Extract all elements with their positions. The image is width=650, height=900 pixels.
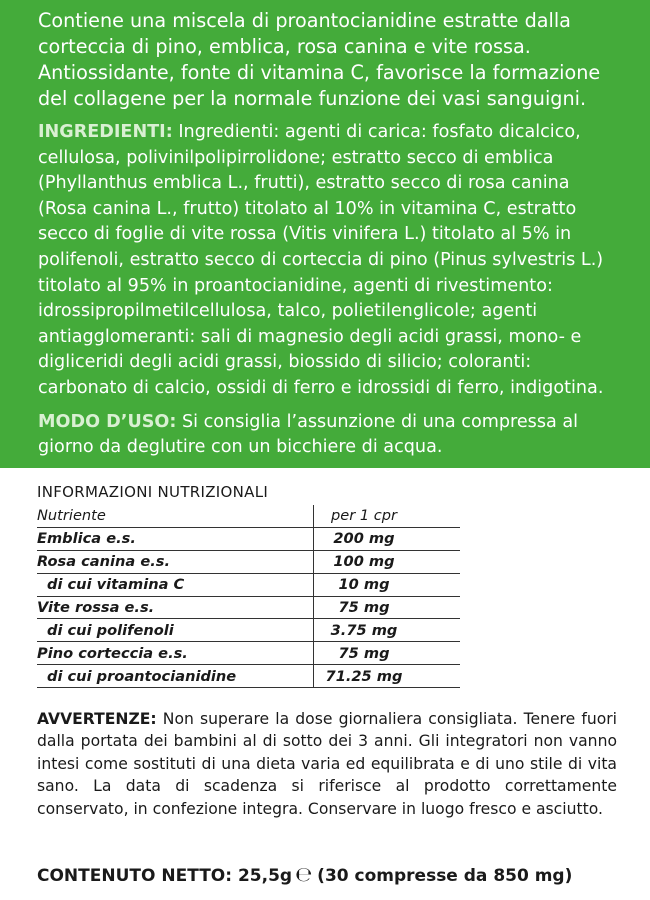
nutrition-header-row [37,505,460,527]
nutrient-value: 200 mg [314,527,461,550]
usage-text: Si consiglia l’assunzione di una compressa al giorno da deglutire con un bicchiere di acqua. [38,411,579,458]
nutrient-name: di cui vitamina C [37,573,314,596]
nutrient-name: di cui polifenoli [37,619,314,642]
amount-column-header: per 1 cpr [314,505,461,527]
nutrient-value: 3.75 mg [314,619,461,642]
net-content [37,862,572,886]
net-content-label: CONTENUTO NETTO: 25,5g [37,866,293,886]
ingredients-label: INGREDIENTI: [38,122,173,142]
nutrition-table [37,505,460,688]
nutrient-value: 10 mg [314,573,461,596]
nutrient-value: 75 mg [314,642,461,665]
product-intro: Contiene una miscela di proantocianidine estratte dalla corteccia di pino, emblica, rosa canina e vite rossa. Antiossidante, fonte di vitamina C, favorisce la formazione del collagene per la normale funzione dei vasi sanguigni. [38,9,601,110]
nutrient-name: Emblica e.s. [37,527,314,550]
table-row [37,596,460,619]
ingredients-text: Ingredienti: agenti di carica: fosfato dicalcico, cellulosa, polivinilpolipirrolidone; estratto secco di emblica (Phyllanthus emblica L., frutti), estratto secco di rosa canina (Rosa canina L., frutto) titolato al 10% in vitamina C, estratto secco di foglie di vite rossa (Vitis vinifera L.) titolato al 5% in polifenoli, estratto secco di corteccia di pino (Pinus sylvestris L.) titolato al 95% in proantocianidine, agenti di rivestimento: idrossipropilmetilcellulosa, talco, polietilenglicole; agenti antiagglomeranti: sali di magnesio degli acidi grassi, mono- e digliceridi degli acidi grassi, biossido di silicio; coloranti: carbonato di calcio, ossidi di ferro e idrossidi di ferro, indigotina. [38,122,604,398]
nutrient-column-header: Nutriente [37,505,314,527]
warnings-text: Non superare la dose giornaliera consigliata. Tenere fuori dalla portata dei bambini al di sotto dei 3 anni. Gli integratori non vanno intesi come sostituti di una dieta varia ed equilibrata e di uno stile di vita sano. La data di scadenza si riferisce al prodotto correttamente conservato, in confezione integra. Conservare in luogo fresco e asciutto. [37,710,617,818]
ingredients-paragraph [38,120,620,402]
table-row [37,642,460,665]
nutrient-value: 75 mg [314,596,461,619]
nutrient-value: 71.25 mg [314,665,461,688]
warnings-paragraph [37,708,617,820]
table-row [37,665,460,688]
usage-label: MODO D’USO: [38,411,177,432]
nutrient-name: di cui proantocianidine [37,665,314,688]
net-content-detail: (30 compresse da 850 mg) [317,866,573,886]
nutrient-name: Pino corteccia e.s. [37,642,314,665]
nutrient-name: Rosa canina e.s. [37,550,314,573]
table-row [37,527,460,550]
warnings-label: AVVERTENZE: [37,710,157,728]
estimated-sign-icon: ℮ [295,862,313,886]
nutrient-name: Vite rossa e.s. [37,596,314,619]
usage-paragraph [38,410,620,461]
table-row [37,619,460,642]
nutrient-value: 100 mg [314,550,461,573]
table-row [37,573,460,596]
table-row [37,550,460,573]
info-panel [0,468,650,900]
nutrition-title: INFORMAZIONI NUTRIZIONALI [37,483,269,501]
